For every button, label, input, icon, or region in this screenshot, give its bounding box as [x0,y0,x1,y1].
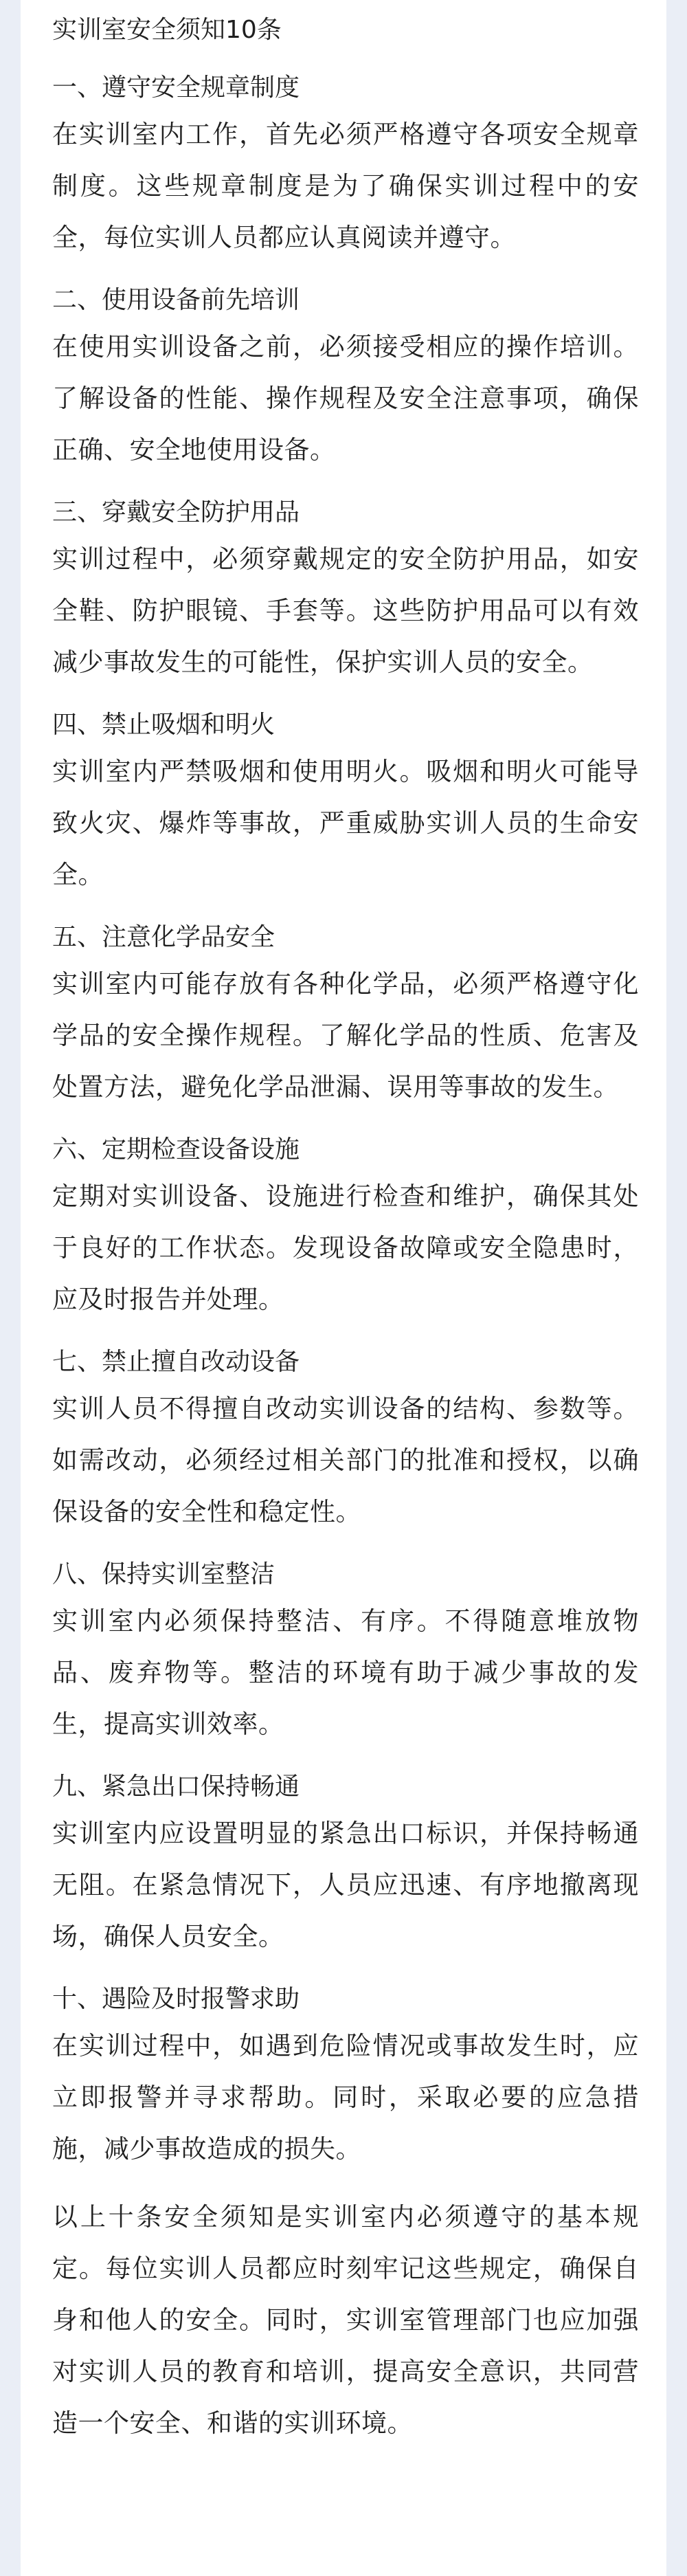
section-2 [52,280,639,476]
section-5 [52,917,639,1113]
section-heading: 二、使用设备前先培训 [52,286,300,314]
section-body: 实训室内应设置明显的紧急出口标识，并保持畅通无阻。在紧急情况下，人员应迅速、有序地撤离现场，确保人员安全。 [52,1819,639,1951]
section-body: 实训室内可能存放有各种化学品，必须严格遵守化学品的安全操作规程。了解化学品的性质、危害及处置方法，避免化学品泄漏、误用等事故的发生。 [52,969,639,1102]
section-body: 实训室内严禁吸烟和使用明火。吸烟和明火可能导致火灾、爆炸等事故，严重威胁实训人员的生命安全。 [52,757,639,889]
document-title: 实训室安全须知10条 [52,16,282,44]
section-body: 实训过程中，必须穿戴规定的安全防护用品，如安全鞋、防护眼镜、手套等。这些防护用品可以有效减少事故发生的可能性，保护实训人员的安全。 [52,544,639,677]
section-8 [52,1554,639,1750]
section-body: 在使用实训设备之前，必须接受相应的操作培训。了解设备的性能、操作规程及安全注意事项，确保正确、安全地使用设备。 [52,332,639,465]
section-3 [52,492,639,688]
section-body: 在实训过程中，如遇到危险情况或事故发生时，应立即报警并寻求帮助。同时，采取必要的应急措施，减少事故造成的损失。 [52,2031,639,2164]
section-1 [52,67,639,263]
section-4 [52,704,639,900]
section-heading: 四、禁止吸烟和明火 [52,711,275,739]
section-body: 实训室内必须保持整洁、有序。不得随意堆放物品、废弃物等。整洁的环境有助于减少事故的发生，提高实训效率。 [52,1606,639,1739]
section-heading: 七、禁止擅自改动设备 [52,1348,300,1376]
section-body: 在实训室内工作，首先必须严格遵守各项安全规章制度。这些规章制度是为了确保实训过程中的安全，每位实训人员都应认真阅读并遵守。 [52,120,639,252]
section-heading: 六、定期检查设备设施 [52,1135,300,1164]
section-heading: 五、注意化学品安全 [52,923,275,951]
section-heading: 九、紧急出口保持畅通 [52,1773,300,1801]
document-page [21,0,666,2576]
conclusion-paragraph: 以上十条安全须知是实训室内必须遵守的基本规定。每位实训人员都应时刻牢记这些规定，确保自身和他人的安全。同时，实训室管理部门也应加强对实训人员的教育和培训，提高安全意识，共同营造一个安全、和谐的实训环境。 [52,2202,639,2438]
section-heading: 十、遇险及时报警求助 [52,1985,300,2013]
section-body: 定期对实训设备、设施进行检查和维护，确保其处于良好的工作状态。发现设备故障或安全隐患时，应及时报告并处理。 [52,1181,639,1314]
section-heading: 八、保持实训室整洁 [52,1560,275,1588]
section-6 [52,1129,639,1325]
section-10 [52,1979,639,2175]
section-9 [52,1766,639,1962]
section-7 [52,1342,639,1537]
section-heading: 三、穿戴安全防护用品 [52,498,300,526]
section-heading: 一、遵守安全规章制度 [52,74,300,102]
section-body: 实训人员不得擅自改动实训设备的结构、参数等。如需改动，必须经过相关部门的批准和授权，以确保设备的安全性和稳定性。 [52,1394,639,1526]
